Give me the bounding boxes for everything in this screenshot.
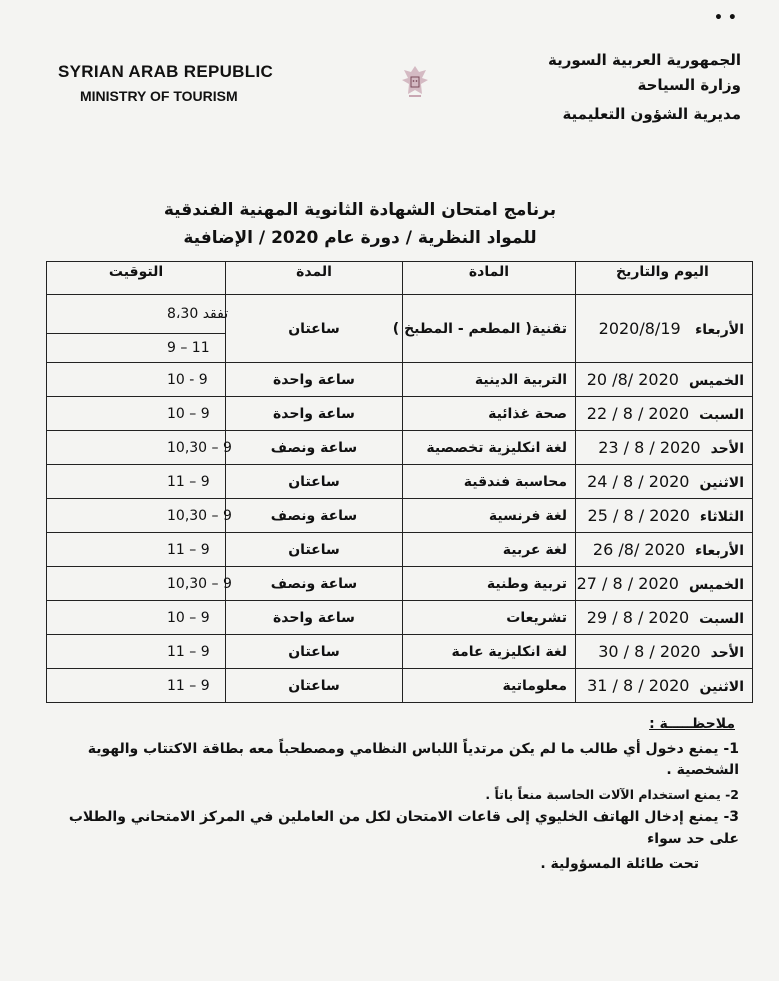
duration-cell: ساعة ونصف xyxy=(226,499,403,533)
day-name: الاثنين xyxy=(699,475,744,491)
table-row xyxy=(47,397,753,431)
exam-date: 23 / 8 / 2020 xyxy=(598,438,701,457)
duration-cell: ساعة ونصف xyxy=(226,567,403,601)
subject-cell: تقنية( المطعم - المطبخ ) xyxy=(403,295,576,363)
time-cell: 11 – 9 xyxy=(47,635,226,669)
day-date-cell xyxy=(576,431,753,465)
day-name: الاثنين xyxy=(699,679,744,695)
table-row xyxy=(47,567,753,601)
day-name: الخميس xyxy=(688,577,744,593)
note-item-continuation: تحت طائلة المسؤولية . xyxy=(540,855,699,872)
subject-cell: صحة غذائية xyxy=(403,397,576,431)
subject-cell: لغة عربية xyxy=(403,533,576,567)
subject-cell: محاسبة فندقية xyxy=(403,465,576,499)
header-directorate-ar: مديرية الشؤون التعليمية xyxy=(562,104,741,123)
duration-cell: ساعة ونصف xyxy=(226,431,403,465)
header-country-ar: الجمهورية العربية السورية xyxy=(548,51,741,69)
table-header-row xyxy=(47,262,753,295)
day-name: الأربعاء xyxy=(695,543,744,559)
day-name: الأحد xyxy=(710,645,744,661)
exam-date: 30 / 8 / 2020 xyxy=(598,642,701,661)
time-cell: 9 – 11 xyxy=(47,334,226,363)
notes-section xyxy=(39,714,739,876)
header-subject: المادة xyxy=(403,262,576,295)
exam-date: 31 / 8 / 2020 xyxy=(587,676,690,695)
subject-cell: لغة انكليزية عامة xyxy=(403,635,576,669)
duration-cell: ساعتان xyxy=(226,635,403,669)
day-name: السبت xyxy=(699,407,744,423)
corner-mark: • • xyxy=(714,10,737,26)
time-cell: 11 – 9 xyxy=(47,669,226,703)
eagle-emblem-icon xyxy=(400,64,430,102)
time-cell: 10 – 9 xyxy=(47,397,226,431)
table-row xyxy=(47,635,753,669)
time-cell: 11 – 9 xyxy=(47,465,226,499)
day-date-cell xyxy=(576,363,753,397)
duration-cell: ساعة واحدة xyxy=(226,363,403,397)
header-day-date: اليوم والتاريخ xyxy=(576,262,753,295)
subject-cell: لغة انكليزية تخصصية xyxy=(403,431,576,465)
time-cell: 10 - 9 xyxy=(47,363,226,397)
notes-title: ملاحظـــــة : xyxy=(649,716,735,732)
exam-date: 26 /8/ 2020 xyxy=(592,540,686,559)
day-date-cell xyxy=(576,533,753,567)
header-country-en: SYRIAN ARAB REPUBLIC xyxy=(58,62,274,81)
document-title xyxy=(120,196,600,252)
duration-cell: ساعتان xyxy=(226,295,403,363)
day-name: السبت xyxy=(699,611,744,627)
day-date-cell xyxy=(576,295,753,363)
exam-schedule-table xyxy=(46,261,753,703)
exam-date: 25 / 8 / 2020 xyxy=(587,506,690,525)
note-item: 3- يمنع إدخال الهاتف الخليوي إلى قاعات الامتحان لكل من العاملين في المركز الامتحاني والطلاب على حد سواء xyxy=(68,809,739,848)
day-name: الأربعاء xyxy=(695,322,744,338)
day-name: الثلاثاء xyxy=(699,509,744,525)
table-row xyxy=(47,295,753,334)
exam-date: 20 /8/ 2020 xyxy=(586,370,679,389)
table-row xyxy=(47,363,753,397)
duration-cell: ساعتان xyxy=(226,669,403,703)
note-item: 1- يمنع دخول أي طالب ما لم يكن مرتدياً اللباس النظامي ومصطحباً معه بطاقة الاكتتاب والهوية الشخصية . xyxy=(87,740,739,779)
time-cell: 8،30 تفقد xyxy=(47,295,226,334)
duration-cell: ساعة واحدة xyxy=(226,601,403,635)
time-cell: 10 – 9 xyxy=(47,601,226,635)
time-cell: 10,30 – 9 xyxy=(47,567,226,601)
table-row xyxy=(47,533,753,567)
day-date-cell xyxy=(576,601,753,635)
table-row xyxy=(47,431,753,465)
time-cell: 10,30 – 9 xyxy=(47,431,226,465)
day-name: الأحد xyxy=(710,441,744,457)
table-row xyxy=(47,499,753,533)
day-name: الخميس xyxy=(688,373,744,389)
note-item: 2- يمنع استخدام الآلات الحاسبة منعاً باتاً . xyxy=(485,787,739,803)
subject-cell: لغة فرنسية xyxy=(403,499,576,533)
header-time: التوقيت xyxy=(47,262,226,295)
header-arabic xyxy=(548,48,741,126)
header-ministry-en: MINISTRY OF TOURISM xyxy=(80,88,238,104)
subject-cell: معلوماتية xyxy=(403,669,576,703)
day-date-cell xyxy=(576,669,753,703)
subject-cell: تربية وطنية xyxy=(403,567,576,601)
time-cell: 11 – 9 xyxy=(47,533,226,567)
header-duration: المدة xyxy=(226,262,403,295)
exam-date: 29 / 8 / 2020 xyxy=(586,608,690,627)
exam-date: 27 / 8 / 2020 xyxy=(576,574,679,593)
day-date-cell xyxy=(576,465,753,499)
time-cell: 10,30 – 9 xyxy=(47,499,226,533)
day-date-cell xyxy=(576,567,753,601)
duration-cell: ساعتان xyxy=(226,533,403,567)
exam-date: 2020/8/19 xyxy=(598,319,681,338)
title-line-1: برنامج امتحان الشهادة الثانوية المهنية الفندقية xyxy=(163,200,557,220)
day-date-cell xyxy=(576,635,753,669)
exam-date: 24 / 8 / 2020 xyxy=(587,472,690,491)
header-english xyxy=(58,62,273,104)
header-ministry-ar: وزارة السياحة xyxy=(637,75,741,94)
subject-cell: التربية الدينية xyxy=(403,363,576,397)
exam-date: 22 / 8 / 2020 xyxy=(586,404,690,423)
table-row xyxy=(47,669,753,703)
duration-cell: ساعة واحدة xyxy=(226,397,403,431)
duration-cell: ساعتان xyxy=(226,465,403,499)
table-row xyxy=(47,465,753,499)
title-line-2: للمواد النظرية / دورة عام 2020 / الإضافية xyxy=(183,228,537,249)
table-row xyxy=(47,601,753,635)
subject-cell: تشريعات xyxy=(403,601,576,635)
day-date-cell xyxy=(576,499,753,533)
day-date-cell xyxy=(576,397,753,431)
